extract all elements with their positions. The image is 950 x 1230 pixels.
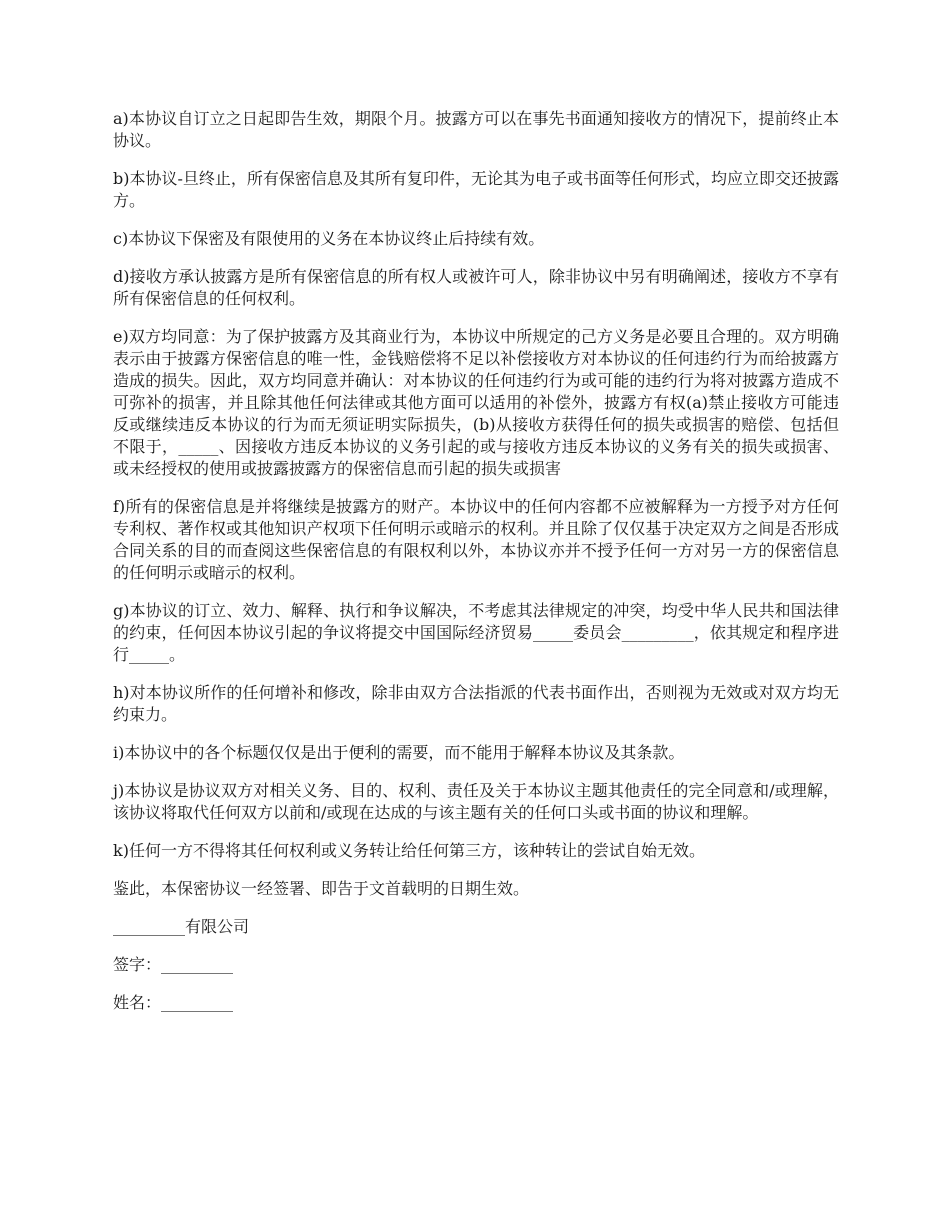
clause-b: b)本协议-旦终止，所有保密信息及其所有复印件，无论其为电子或书面等任何形式，均应立即交还披露方。 bbox=[113, 169, 839, 210]
signature-company: _________有限公司 bbox=[113, 917, 250, 936]
clause-k: k)任何一方不得将其任何权利或义务转让给任何第三方，该种转让的尝试自始无效。 bbox=[113, 841, 705, 860]
clause-h: h)对本协议所作的任何增补和修改，除非由双方合法指派的代表书面作出，否则视为无效或对双方均无约束力。 bbox=[113, 683, 839, 724]
clause-a: a)本协议自订立之日起即告生效，期限个月。披露方可以在事先书面通知接收方的情况下，提前终止本协议。 bbox=[113, 109, 839, 150]
clause-g: g)本协议的订立、效力、解释、执行和争议解决，不考虑其法律规定的冲突，均受中华人民共和国法律的约束，任何因本协议引起的争议将提交中国国际经济贸易_____委员会_________，依其规定和程序进行_____。 bbox=[113, 601, 839, 664]
signature-name: 姓名：_________ bbox=[113, 993, 234, 1012]
clause-i: i)本协议中的各个标题仅仅是出于便利的需要，而不能用于解释本协议及其条款。 bbox=[113, 743, 685, 762]
clause-c: c)本协议下保密及有限使用的义务在本协议终止后持续有效。 bbox=[113, 229, 545, 248]
closing-statement: 鉴此，本保密协议一经签署、即告于文首载明的日期生效。 bbox=[113, 879, 530, 898]
clause-d: d)接收方承认披露方是所有保密信息的所有权人或被许可人，除非协议中另有明确阐述，接收方不享有所有保密信息的任何权利。 bbox=[113, 267, 839, 308]
clause-f: f)所有的保密信息是并将继续是披露方的财产。本协议中的任何内容都不应被解释为一方授予对方任何专利权、著作权或其他知识产权项下任何明示或暗示的权利。并且除了仅仅基于决定双方之间是否形成合同关系的目的而查阅这些保密信息的有限权利以外，本协议亦并不授予任何一方对另一方的保密信息的任何明示或暗示的权利。 bbox=[113, 497, 839, 582]
document-page bbox=[113, 108, 839, 1030]
clause-e: e)双方均同意：为了保护披露方及其商业行为，本协议中所规定的己方义务是必要且合理的。双方明确表示由于披露方保密信息的唯一性，金钱赔偿将不足以补偿接收方对本协议的任何违约行为而给披露方造成的损失。因此，双方均同意并确认：对本协议的任何违约行为或可能的违约行为将对披露方造成不可弥补的损害，并且除其他任何法律或其他方面可以适用的补偿外，披露方有权(a)禁止接收方可能违反或继续违反本协议的行为而无须证明实际损失，(b)从接收方获得任何的损失或损害的赔偿、包括但不限于，_____、因接收方违反本协议的义务引起的或与接收方违反本协议的义务有关的损失或损害、或未经授权的使用或披露披露方的保密信息而引起的损失或损害 bbox=[113, 327, 839, 478]
clause-j: j)本协议是协议双方对相关义务、目的、权利、责任及关于本协议主题其他责任的完全同意和/或理解，该协议将取代任何双方以前和/或现在达成的与该主题有关的任何口头或书面的协议和理解。 bbox=[113, 781, 839, 822]
signature-sign: 签字：_________ bbox=[113, 955, 234, 974]
